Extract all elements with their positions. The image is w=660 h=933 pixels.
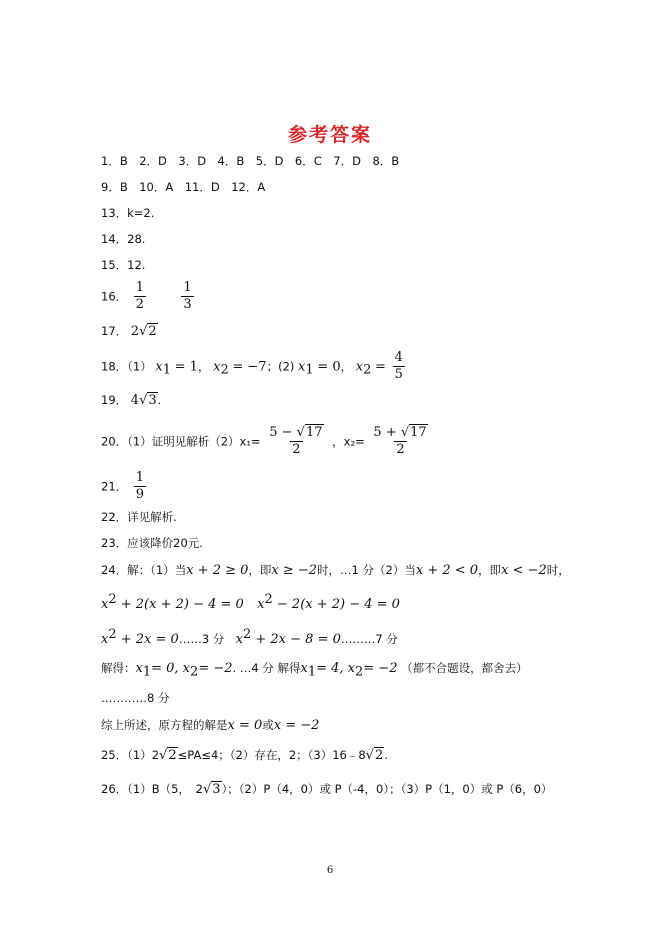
sqrt-expression: 2√2	[130, 324, 157, 339]
answer-line-26: 26．（1）B（5， 2√3）；（2）P（4，0）或 P（-4，0）；（3）P（1，0）或 P（6，0）	[101, 782, 553, 797]
answer-line-2: 9．B 10．A 11．D 12．A	[101, 180, 266, 194]
answer-line-24: 24．解：（1）当x + 2 ≥ 0，即x ≥ −2时，…1 分（2）当x + 2 < 0，即x < −2时，	[101, 563, 570, 578]
answer-line-1: 1．B 2．D 3．D 4．B 5．D 6．C 7．D 8．B	[101, 154, 400, 168]
answer-line-16	[101, 280, 197, 314]
fraction: $\frac{5 - √17}{2}$	[269, 425, 323, 458]
answer-line-20: 20．（1）证明见解析（2）x₁= $\frac{5 - √17}{2}$ ，x₂= $\frac{5 + √17}{2}$	[101, 425, 433, 459]
solution-line: 解得：$x_1= 0$, $x_2= -2$. …4 分 解得$x_1= 4$, $x_2= -2$ （都不合题设，都舍去）	[101, 661, 528, 680]
sqrt-expression: 4√3	[130, 393, 157, 408]
fraction: $\frac{1}{9}$	[135, 470, 145, 503]
answer-line-13: 13．k=2.	[101, 206, 155, 220]
answer-line-19: 19． 4√3.	[101, 393, 162, 408]
conclusion-line: 综上所述，原方程的解是x = 0或x = −2	[101, 718, 320, 733]
answer-line-21: 21． $\frac{1}{9}$	[101, 470, 145, 503]
answer-line-15: 15．12.	[101, 258, 146, 272]
fraction: $\frac{1}{2}$	[135, 280, 145, 313]
equation-line-2: $x^2 + 2x$ = 0……3 分 $x^2 + 2x - 8$ = 0………7 分	[101, 627, 398, 647]
answer-line-14: 14．28.	[101, 232, 146, 246]
fraction: $\frac{5 + √17}{2}$	[373, 425, 427, 458]
answer-line-22: 22．详见解析.	[101, 510, 177, 524]
equation-line-1: $x^2 + 2(x + 2) - 4 = 0$ $x^2 - 2(x + 2) - 4 = 0$	[101, 592, 400, 612]
answer-line-23: 23．应该降价20元.	[101, 536, 203, 550]
answer-line-25: 25．（1）2√2≤PA≤4；（2）存在，2；（3）16﹣8√2.	[101, 748, 388, 763]
q16-label: 16．	[101, 289, 128, 304]
score-dots: …………8 分	[101, 691, 170, 705]
page-number: 6	[326, 865, 334, 876]
answer-line-18: 18．（1） $x_1 = 1$， $x_2 = -7$；(2) $x_1 = 0$， $x_2$ = $\frac{4}{5}$	[101, 350, 403, 383]
answer-line-17: 17． 2√2	[101, 324, 157, 339]
fraction: $\frac{4}{5}$	[394, 350, 403, 383]
page-title: 参考答案	[287, 124, 372, 146]
fraction: $\frac{1}{3}$	[183, 280, 192, 313]
